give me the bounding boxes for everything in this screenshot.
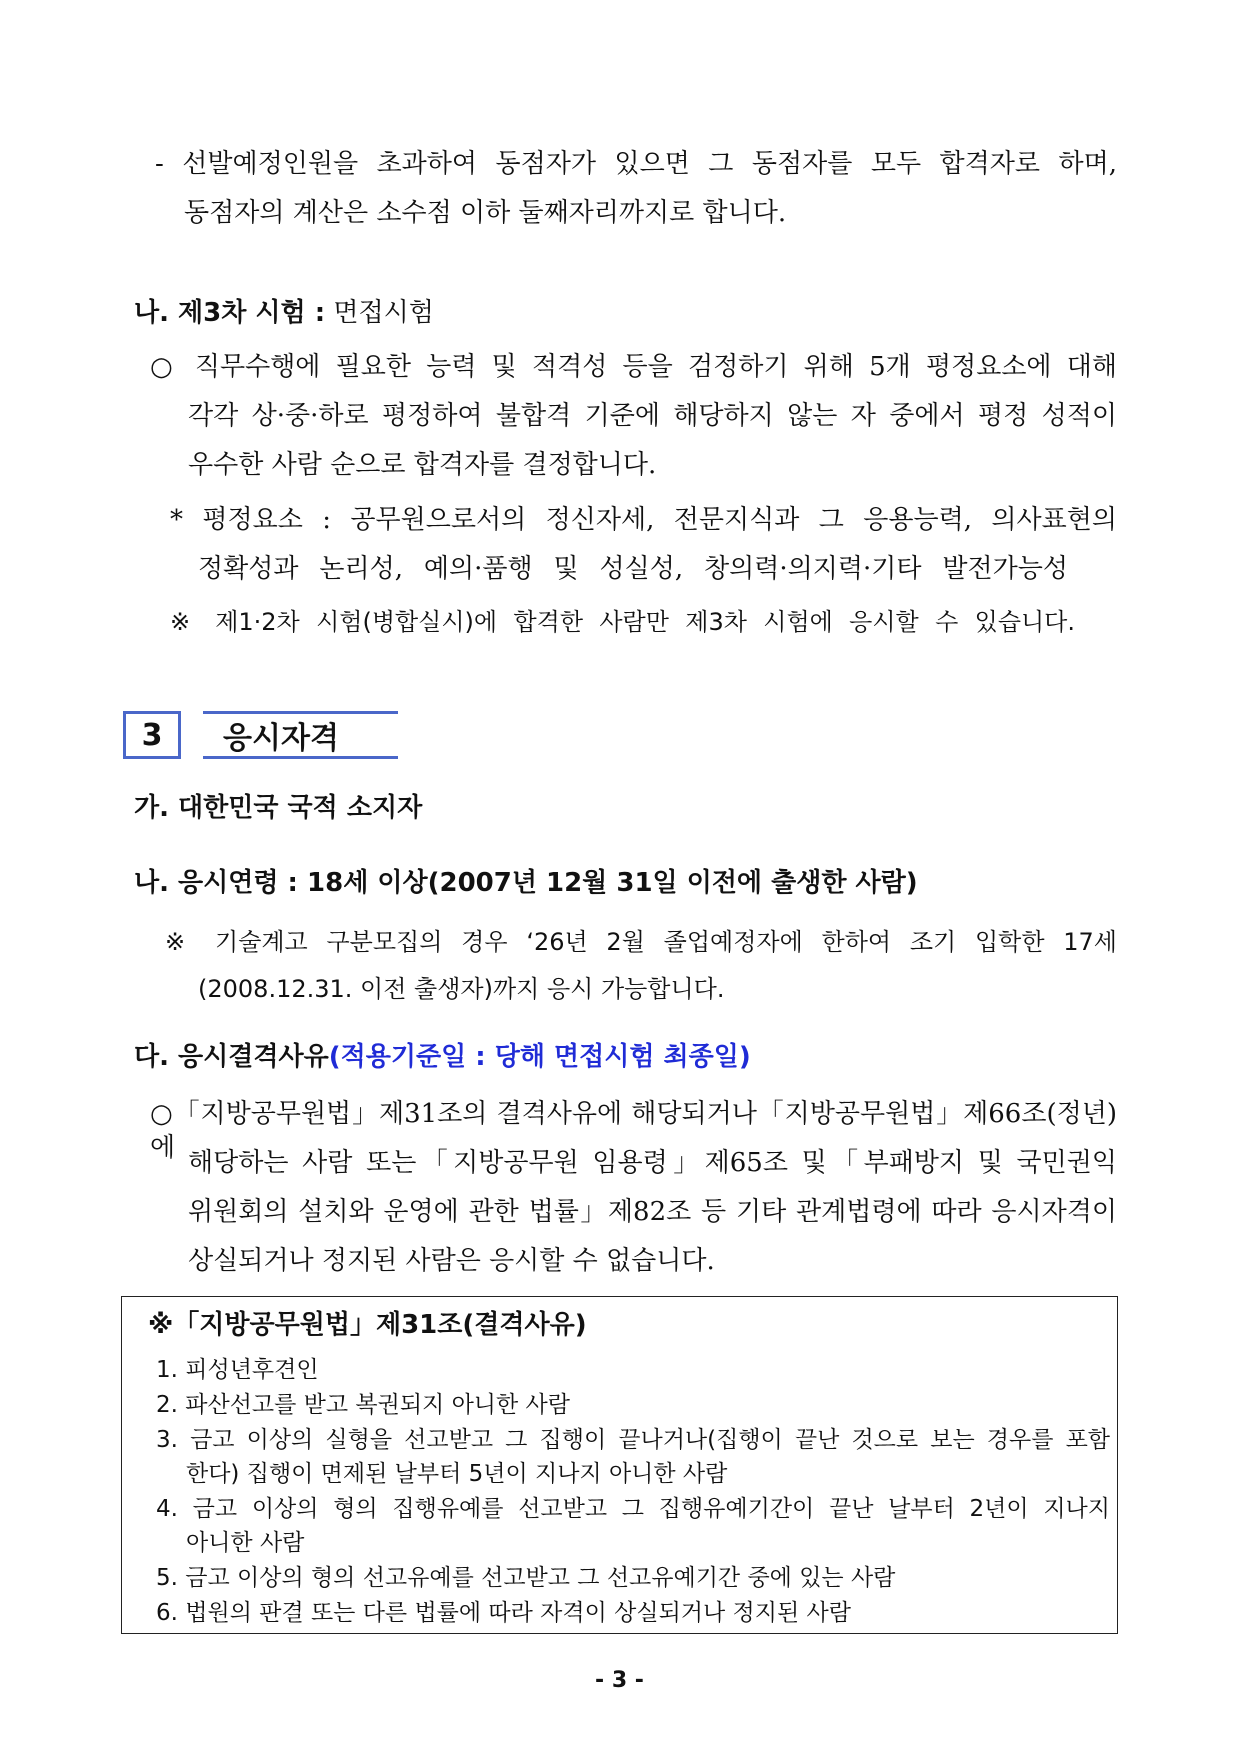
disqualification-reference-date: (적용기준일 : 당해 면접시험 최종일) bbox=[328, 1042, 751, 1072]
tie-rule-line-2: 동점자의 계산은 소수점 이하 둘째자리까지로 합니다. bbox=[184, 198, 787, 228]
page-number: - 3 - bbox=[595, 1668, 644, 1693]
third-exam-heading-label: 나. 제3차 시험 : bbox=[134, 298, 326, 328]
disqualification-heading bbox=[134, 1040, 751, 1074]
disqualification-para-2: 해당하는 사람 또는「지방공무원 임용령」제65조 및「부패방지 및 국민권익 bbox=[188, 1148, 1117, 1178]
third-exam-para-3: 우수한 사람 순으로 합격자를 결정합니다. bbox=[188, 450, 657, 480]
age-note-1: ※ 기술계고 구분모집의 경우 ‘26년 2월 졸업예정자에 한하여 조기 입학한 17세 bbox=[165, 928, 1117, 956]
disqualification-item-4a: 4. 금고 이상의 형의 집행유예를 선고받고 그 집행유예기간이 끝난 날부터 2년이 지나지 bbox=[156, 1496, 1110, 1522]
disqualification-item-5: 5. 금고 이상의 형의 선고유예를 선고받고 그 선고유예기간 중에 있는 사람 bbox=[156, 1565, 896, 1591]
evaluation-note-1: * 평정요소 : 공무원으로서의 정신자세, 전문지식과 그 응용능력, 의사표현의 bbox=[170, 505, 1117, 535]
disqualification-item-3b: 한다) 집행이 면제된 날부터 5년이 지나지 아니한 사람 bbox=[186, 1461, 728, 1487]
eligibility-note: ※ 제1·2차 시험(병합실시)에 합격한 사람만 제3차 시험에 응시할 수 있습니다. bbox=[170, 608, 1075, 636]
age-note-2: (2008.12.31. 이전 출생자)까지 응시 가능합니다. bbox=[198, 975, 725, 1003]
evaluation-note-2: 정확성과 논리성, 예의·품행 및 성실성, 창의력·의지력·기타 발전가능성 bbox=[198, 554, 1068, 584]
disqualification-item-1: 1. 피성년후견인 bbox=[156, 1357, 319, 1383]
legal-excerpt-title: ※「지방공무원법」제31조(결격사유) bbox=[148, 1310, 587, 1340]
tie-rule-line-1: - 선발예정인원을 초과하여 동점자가 있으면 그 동점자를 모두 합격자로 하며, bbox=[155, 149, 1117, 179]
third-exam-heading bbox=[134, 296, 434, 330]
section-title: 응시자격 bbox=[203, 711, 398, 759]
disqualification-item-6: 6. 법원의 판결 또는 다른 법률에 따라 자격이 상실되거나 정지된 사람 bbox=[156, 1600, 851, 1626]
disqualification-heading-label: 다. 응시결격사유 bbox=[134, 1042, 329, 1072]
disqualification-para-1: ○「지방공무원법」제31조의 결격사유에 해당되거나「지방공무원법」제66조(정년)에 bbox=[150, 1099, 1117, 1163]
disqualification-item-3a: 3. 금고 이상의 실형을 선고받고 그 집행이 끝나거나(집행이 끝난 것으로 보는 경우를 포함 bbox=[156, 1427, 1110, 1453]
third-exam-para-1: ○ 직무수행에 필요한 능력 및 적격성 등을 검정하기 위해 5개 평정요소에 대해 bbox=[150, 352, 1117, 382]
disqualification-item-4b: 아니한 사람 bbox=[186, 1530, 305, 1556]
legal-excerpt-box bbox=[121, 1296, 1118, 1634]
age-heading: 나. 응시연령 : 18세 이상(2007년 12월 31일 이전에 출생한 사람) bbox=[134, 868, 918, 898]
third-exam-heading-type: 면접시험 bbox=[325, 298, 434, 328]
nationality-heading: 가. 대한민국 국적 소지자 bbox=[134, 793, 423, 823]
disqualification-para-4: 상실되거나 정지된 사람은 응시할 수 없습니다. bbox=[188, 1246, 715, 1276]
section-number-box: 3 bbox=[123, 711, 181, 759]
disqualification-para-3: 위원회의 설치와 운영에 관한 법률」제82조 등 기타 관계법령에 따라 응시자격이 bbox=[188, 1197, 1117, 1227]
disqualification-item-2: 2. 파산선고를 받고 복권되지 아니한 사람 bbox=[156, 1392, 570, 1418]
third-exam-para-2: 각각 상·중·하로 평정하여 불합격 기준에 해당하지 않는 자 중에서 평정 성적이 bbox=[188, 401, 1117, 431]
